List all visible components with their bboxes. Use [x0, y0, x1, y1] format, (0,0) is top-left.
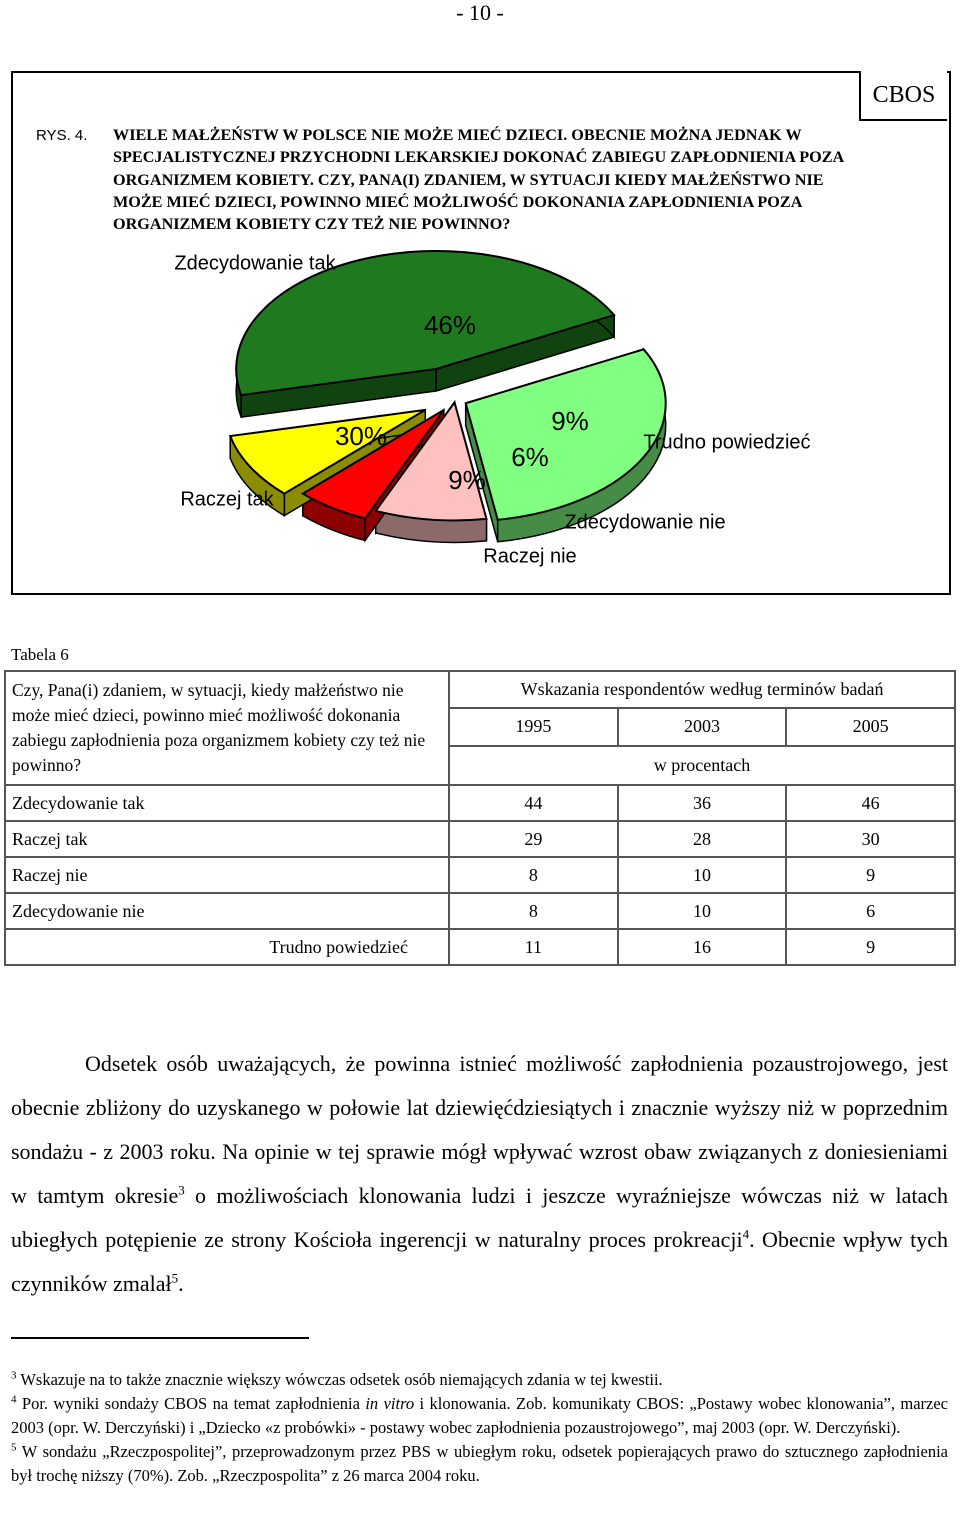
cell: 16 [618, 929, 787, 965]
group-header: Wskazania respondentów według terminów badań [449, 671, 955, 708]
table-row [5, 821, 955, 857]
body-paragraph [11, 1042, 948, 1306]
cell: 10 [618, 857, 787, 893]
footnote-text: Por. wyniki sondaży CBOS na temat zapłodnienia [16, 1394, 366, 1413]
table-row [5, 785, 955, 821]
figure-label: RYS. 4. [36, 127, 88, 144]
slice-value-label: 30% [334, 420, 388, 451]
cell: 44 [449, 785, 618, 821]
footnote-italic: in vitro [365, 1394, 415, 1413]
cell: 46 [786, 785, 955, 821]
table-row [5, 893, 955, 929]
table-caption: Tabela 6 [11, 645, 69, 664]
slice-value-label: 9% [551, 405, 589, 436]
cell: 29 [449, 821, 618, 857]
slice-value-label: 46% [423, 309, 477, 340]
slice-value-label: 6% [511, 441, 549, 472]
row-label: Zdecydowanie nie [5, 893, 449, 929]
slice-category-label: Raczej nie [483, 545, 577, 568]
table-row [5, 929, 955, 965]
footnote-number: 5 [11, 1441, 17, 1454]
source-badge: CBOS [859, 71, 947, 121]
pie-chart [0, 0, 960, 600]
row-label: Raczej nie [5, 857, 449, 893]
unit-header: w procentach [449, 746, 955, 785]
body-text: Odsetek osób uważających, że powinna istnieć możliwość zapłodnienia pozaustrojowego, jest obecnie zbliżony do uzyskanego w połowie lat dziewięćdziesiątych i znacznie wyższy niż w poprzednim sondażu - z 2003 roku. Na opinie w tej sprawie mógł wpływać wzrost obaw związanych z doniesieniami w tamtym okresie [11, 1051, 948, 1208]
footnote-text: W sondażu „Rzeczpospolitej”, przeprowadzonym przez PBS w ubiegłym roku, odsetek popierających prawo do sztucznego zapłodnienia był trochę niższy (70%). Zob. „Rzeczpospolita” z 26 marca 2004 roku. [11, 1442, 948, 1485]
page-number: - 10 - [456, 0, 504, 25]
slice-category-label: Raczej tak [180, 488, 274, 511]
footnote-ref: 3 [178, 1182, 185, 1198]
cell: 28 [618, 821, 787, 857]
footnote [11, 1392, 948, 1440]
slice-value-label: 9% [448, 464, 486, 495]
data-table [4, 670, 956, 966]
cell: 9 [786, 857, 955, 893]
body-text: o możliwościach klonowania ludzi i jeszcze wyraźniejsze wówczas niż w latach ubiegłych potępienie ze strony Kościoła ingerencji w naturalny proces prokreacji [11, 1183, 948, 1252]
body-text: . Obecnie wpływ tych czynników zmalał [11, 1227, 948, 1296]
cell: 36 [618, 785, 787, 821]
question-header: Czy, Pana(i) zdaniem, w sytuacji, kiedy małżeństwo nie może mieć dzieci, powinno mieć możliwość dokonania zabiegu zapłodnienia poza organizmem kobiety czy też nie powinno? [5, 671, 449, 785]
footnote-ref: 5 [171, 1270, 179, 1286]
footnotes [11, 1368, 948, 1488]
footnote [11, 1440, 948, 1488]
cell: 30 [786, 821, 955, 857]
year-header: 2003 [618, 708, 787, 745]
body-text: . [178, 1271, 184, 1296]
footnote-number: 3 [11, 1369, 17, 1382]
cell: 11 [449, 929, 618, 965]
cell: 6 [786, 893, 955, 929]
row-label: Raczej tak [5, 821, 449, 857]
footnote [11, 1368, 948, 1392]
footnote-rule [11, 1337, 309, 1339]
year-header: 1995 [449, 708, 618, 745]
table-row [5, 857, 955, 893]
slice-category-label: Zdecydowanie nie [564, 511, 726, 534]
footnote-text: Wskazuje na to także znacznie większy wówczas odsetek osób niemających zdania w tej kwestii. [16, 1370, 663, 1389]
row-label: Trudno powiedzieć [5, 929, 449, 965]
footnote-text: i klonowania. Zob. komunikaty CBOS: „Postawy wobec klonowania”, marzec 2003 (opr. W. Derczyński) i „Dziecko «z probówki» - postawy wobec zapłodnienia pozaustrojowego”, maj 2003 (opr. W. Derczyński). [11, 1394, 948, 1437]
slice-category-label: Zdecydowanie tak [174, 252, 336, 275]
footnote-number: 4 [11, 1393, 17, 1406]
cell: 10 [618, 893, 787, 929]
row-label: Zdecydowanie tak [5, 785, 449, 821]
slice-category-label: Trudno powiedzieć [643, 431, 811, 454]
figure-question: WIELE MAŁŻEŃSTW W POLSCE NIE MOŻE MIEĆ DZIECI. OBECNIE MOŻNA JEDNAK W SPECJALISTYCZNEJ PRZYCHODNI LEKARSKIEJ DOKONAĆ ZABIEGU ZAPŁODNIENIA POZA ORGANIZMEM KOBIETY. CZY, PANA(I) ZDANIEM, W SYTUACJI KIEDY MAŁŻEŃSTWO NIE MOŻE MIEĆ DZIECI, POWINNO MIEĆ MOŻLIWOŚĆ DOKONANIA ZAPŁODNIENIA POZA ORGANIZMEM KOBIETY CZY TEŻ NIE POWINNO? [113, 126, 844, 234]
footnote-ref: 4 [742, 1226, 750, 1242]
cell: 8 [449, 893, 618, 929]
cell: 9 [786, 929, 955, 965]
year-header: 2005 [786, 708, 955, 745]
cell: 8 [449, 857, 618, 893]
